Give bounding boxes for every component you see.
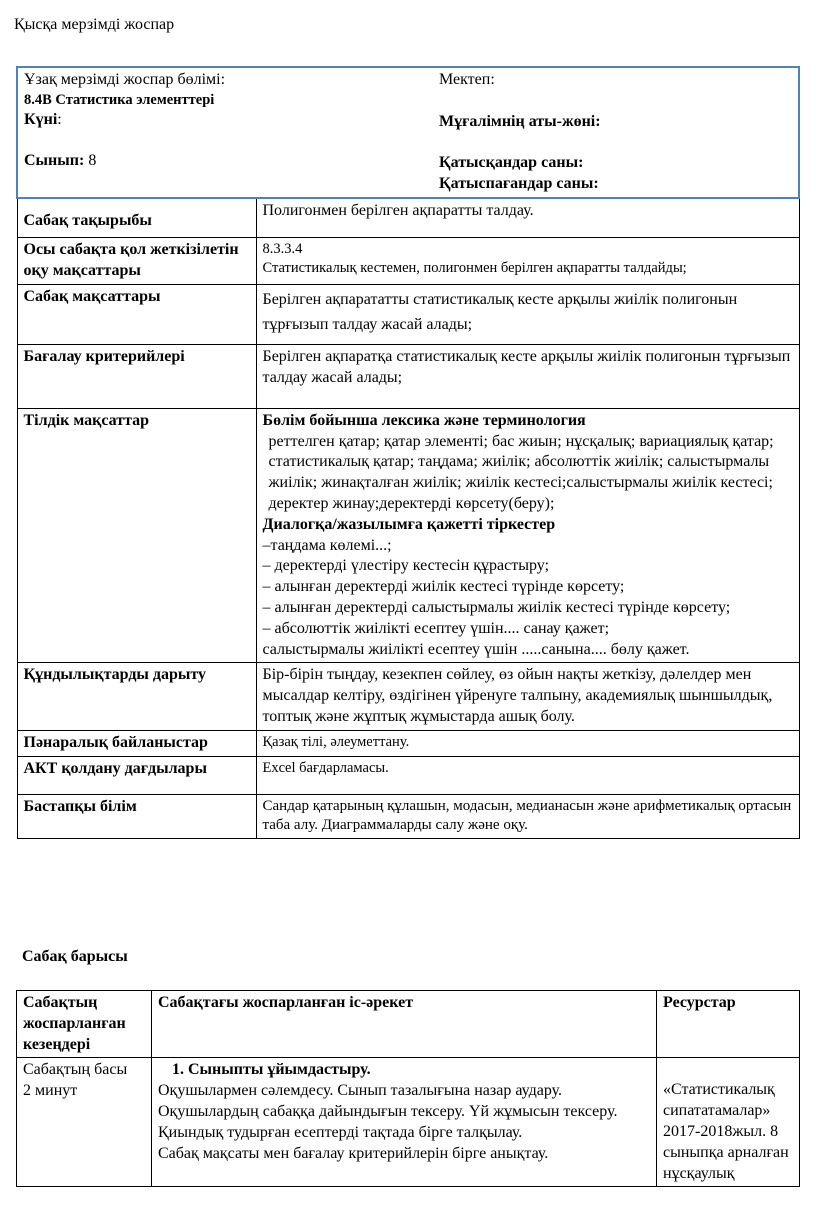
activity-line: Оқушылармен сәлемдесу. Сынып тазалығына назар аудару. [158, 1082, 563, 1100]
phrase-item: – алынған деректерді салыстырмалы жиілік кестесі түрінде көрсету; [262, 599, 731, 617]
topic-value: Полигонмен берілген ақпаратты талдау. [256, 198, 799, 238]
vocab-text: реттелген қатар; қатар элементі; бас жиын; нұсқалық; вариациялық қатар; статистикалық қатар; таңдама; жиілік; абсолюттік жиілік; салыстырмалы жиілік; жинақталған жиілік; жиілік кестесі;салыстырмалы жиілік кестесі; деректер жинау;деректерді көрсету(беру); [268, 432, 774, 513]
cross-value: Қазақ тілі, әлеуметтану. [256, 730, 799, 756]
cross-label: Пәнаралық байланыстар [17, 730, 256, 756]
phrase-item: –таңдама көлемі...; [262, 536, 392, 554]
header-row [17, 67, 799, 198]
objectives-label: Осы сабақта қол жеткізілетін оқу мақсаттары [17, 238, 256, 285]
prior-value: Сандар қатарының құлашын, модасын, медианасын және арифметикалық ортасын таба алу. Диаграммаларды салу және оқу. [256, 794, 799, 838]
class-label: Сынып: [24, 152, 85, 170]
date-colon: : [57, 110, 62, 128]
lesson-progress-table [16, 990, 800, 1187]
progress-heading: Сабақ барысы [22, 948, 128, 965]
present-label: Қатысқандар саны: [439, 154, 584, 172]
language-label: Тілдік мақсаттар [17, 408, 256, 663]
topic-row [17, 198, 799, 238]
document-title: Қысқа мерзімді жоспар [14, 16, 175, 33]
objectives-code: 8.3.3.4 [262, 241, 303, 258]
absent-label: Қатыспағандар саны: [439, 174, 599, 192]
values-label: Құндылықтарды дарыту [17, 663, 256, 730]
values-value: Бір-бірін тыңдау, кезекпен сөйлеу, өз ойын нақты жеткізу, дәлелдер мен мысалдар келтіру, өздігінен үйренуге талпыну, академиялық шыншылдық, топтық және жұптық жұмыстарда ашық болу. [256, 663, 799, 730]
objectives-row [17, 238, 799, 285]
date-label: Күні [24, 110, 58, 128]
stage-cell: Сабақтың басы 2 минут [17, 1058, 152, 1187]
progress-row [17, 1058, 800, 1187]
goals-value: Берілген ақпарататты статистикалық кесте арқылы жиілік полигонын тұрғызып талдау жасай алады; [256, 284, 799, 344]
prior-row [17, 794, 799, 838]
phrase-item: – алынған деректерді жиілік кестесі түрінде көрсету; [262, 578, 625, 596]
section-value: 8.4В Статистика элементтері [24, 91, 215, 108]
resources-header: Ресурстар [657, 991, 800, 1058]
vocab-heading: Бөлім бойынша лексика және терминология [262, 411, 586, 429]
lesson-plan-table [16, 66, 800, 839]
ict-label: АКТ қолдану дағдылары [17, 756, 256, 794]
language-row [17, 408, 799, 663]
cross-row [17, 730, 799, 756]
stage-header: Сабақтың жоспарланған кезеңдері [17, 991, 152, 1058]
activity-line: Сабақ мақсаты мен бағалау критерийлерін бірге анықтау. [158, 1144, 549, 1162]
class-value: 8 [84, 152, 97, 170]
resources-cell: «Статистикалық сипататамалар» 2017-2018жыл. 8 сыныпқа арналған нұсқаулық [657, 1058, 800, 1187]
school-label: Мектеп: [439, 71, 495, 88]
criteria-row [17, 344, 799, 408]
goals-row [17, 284, 799, 344]
criteria-value: Берілген ақпаратқа статистикалық кесте арқылы жиілік полигонын тұрғызып талдау жасай алады; [256, 344, 799, 408]
activity-header: Сабақтағы жоспарланған іс-әрекет [152, 991, 657, 1058]
teacher-label: Мұғалімнің аты-жөні: [439, 112, 601, 130]
header-cell [17, 67, 799, 198]
section-label: Ұзақ мерзімді жоспар бөлімі: [24, 71, 226, 88]
ict-row [17, 756, 799, 794]
criteria-label: Бағалау критерийлері [17, 344, 256, 408]
phrase-item: – абсолюттік жиілікті есептеу үшін.... санау қажет; [262, 619, 610, 637]
phrase-item: салыстырмалы жиілікті есептеу үшін .....санына.... бөлу қажет. [262, 640, 690, 658]
values-row [17, 663, 799, 730]
phrase-item: – деректерді үлестіру кестесін құрастыру; [262, 557, 550, 575]
activity-title: 1. Сыныпты ұйымдастыру. [172, 1061, 371, 1079]
activity-line: Оқушылардың сабаққа дайындығын тексеру. Үй жұмысын тексеру. Қиындық тудырған есептерді тақтада бірге талқылау. [158, 1102, 618, 1141]
prior-label: Бастапқы білім [17, 794, 256, 838]
phrases-heading: Диалогқа/жазылымға қажетті тіркестер [262, 515, 556, 533]
topic-label: Сабақ тақырыбы [17, 198, 256, 238]
ict-value: Excel бағдарламасы. [256, 756, 799, 794]
goals-label: Сабақ мақсаттары [17, 284, 256, 344]
progress-header-row [17, 991, 800, 1058]
objectives-value: Статистикалық кестемен, полигонмен берілген ақпаратты талдайды; [262, 260, 687, 277]
